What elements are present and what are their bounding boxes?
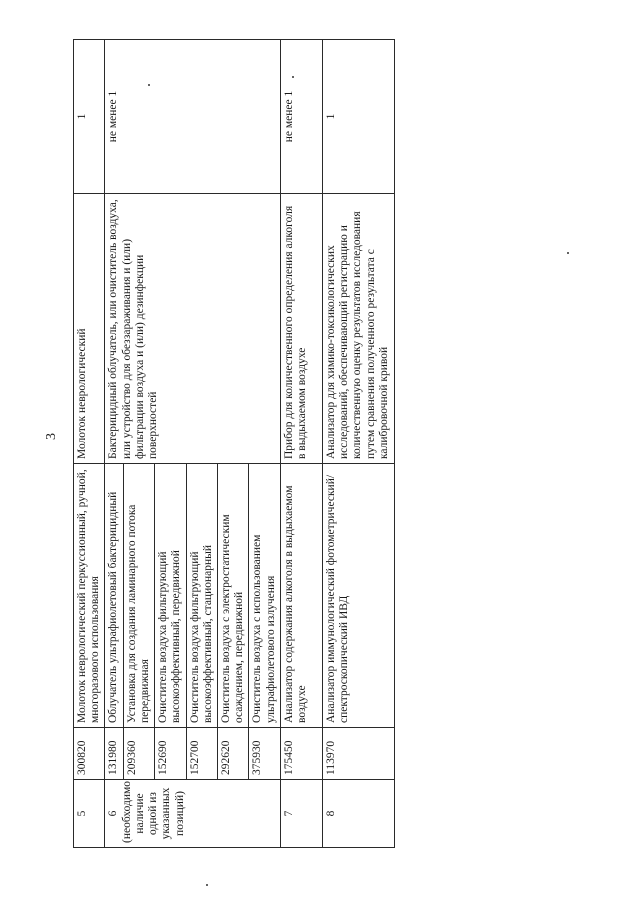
row-requirement: Молоток неврологический (74, 194, 105, 464)
row-quantity: не менее 1 (280, 40, 322, 194)
row-code: 152700 (186, 728, 217, 780)
row-requirement: Анализатор для химико-токсикологических исследований, обеспечивающий регистрацию и количественную оценку результатов исследования путем сравнения полученного результата с калибровочной кривой (322, 194, 394, 464)
table-row (105, 40, 123, 848)
equipment-table (73, 39, 395, 848)
scan-speck (206, 884, 208, 886)
row-name: Установка для создания ламинарного потока передвижная (123, 464, 154, 728)
row-number: 8 (322, 780, 394, 848)
row-name: Анализатор содержания алкоголя в выдыхаемом воздухе (280, 464, 322, 728)
row-name: Очиститель воздуха фильтрующий высокоэффективный, стационарный (186, 464, 217, 728)
row-name: Очиститель воздуха фильтрующий высокоэффективный, передвижной (155, 464, 186, 728)
rotated-table-wrapper (73, 40, 390, 848)
row-quantity: 1 (74, 40, 105, 194)
row-requirement: Прибор для количественного определения алкоголя в выдыхаемом воздухе (280, 194, 322, 464)
row-code: 113970 (322, 728, 394, 780)
row-number: 6 (необходимо наличие одной из указанных позиций) (105, 780, 280, 848)
row-quantity: 1 (322, 40, 394, 194)
row-code: 152690 (155, 728, 186, 780)
row-code: 131980 (105, 728, 123, 780)
row-name: Очиститель воздуха с использованием ультрафиолетового излучения (249, 464, 280, 728)
row-quantity: не менее 1 (105, 40, 280, 194)
row-name: Анализатор иммунологический фотометрический/спектроскопический ИВД (322, 464, 394, 728)
row-number: 7 (280, 780, 322, 848)
table-row (280, 40, 322, 848)
table-row (322, 40, 394, 848)
page-number: 3 (44, 433, 59, 440)
row-code: 292620 (217, 728, 248, 780)
row-code: 175450 (280, 728, 322, 780)
scan-speck (292, 76, 294, 78)
scan-speck (148, 84, 150, 86)
row-number: 5 (74, 780, 105, 848)
row-name: Очиститель воздуха с электростатическим осаждением, передвижной (217, 464, 248, 728)
row-requirement: Бактерицидный облучатель, или очиститель воздуха, или устройство для обеззараживания и (или) фильтрации воздуха и (или) дезинфекции поверхностей (105, 194, 280, 464)
scan-speck (567, 252, 569, 254)
row-code: 375930 (249, 728, 280, 780)
row-code: 300820 (74, 728, 105, 780)
row-code: 209360 (123, 728, 154, 780)
row-name: Молоток неврологический перкуссионный, ручной, многоразового использования (74, 464, 105, 728)
table-row (74, 40, 105, 848)
row-name: Облучатель ультрафиолетовый бактерицидный (105, 464, 123, 728)
